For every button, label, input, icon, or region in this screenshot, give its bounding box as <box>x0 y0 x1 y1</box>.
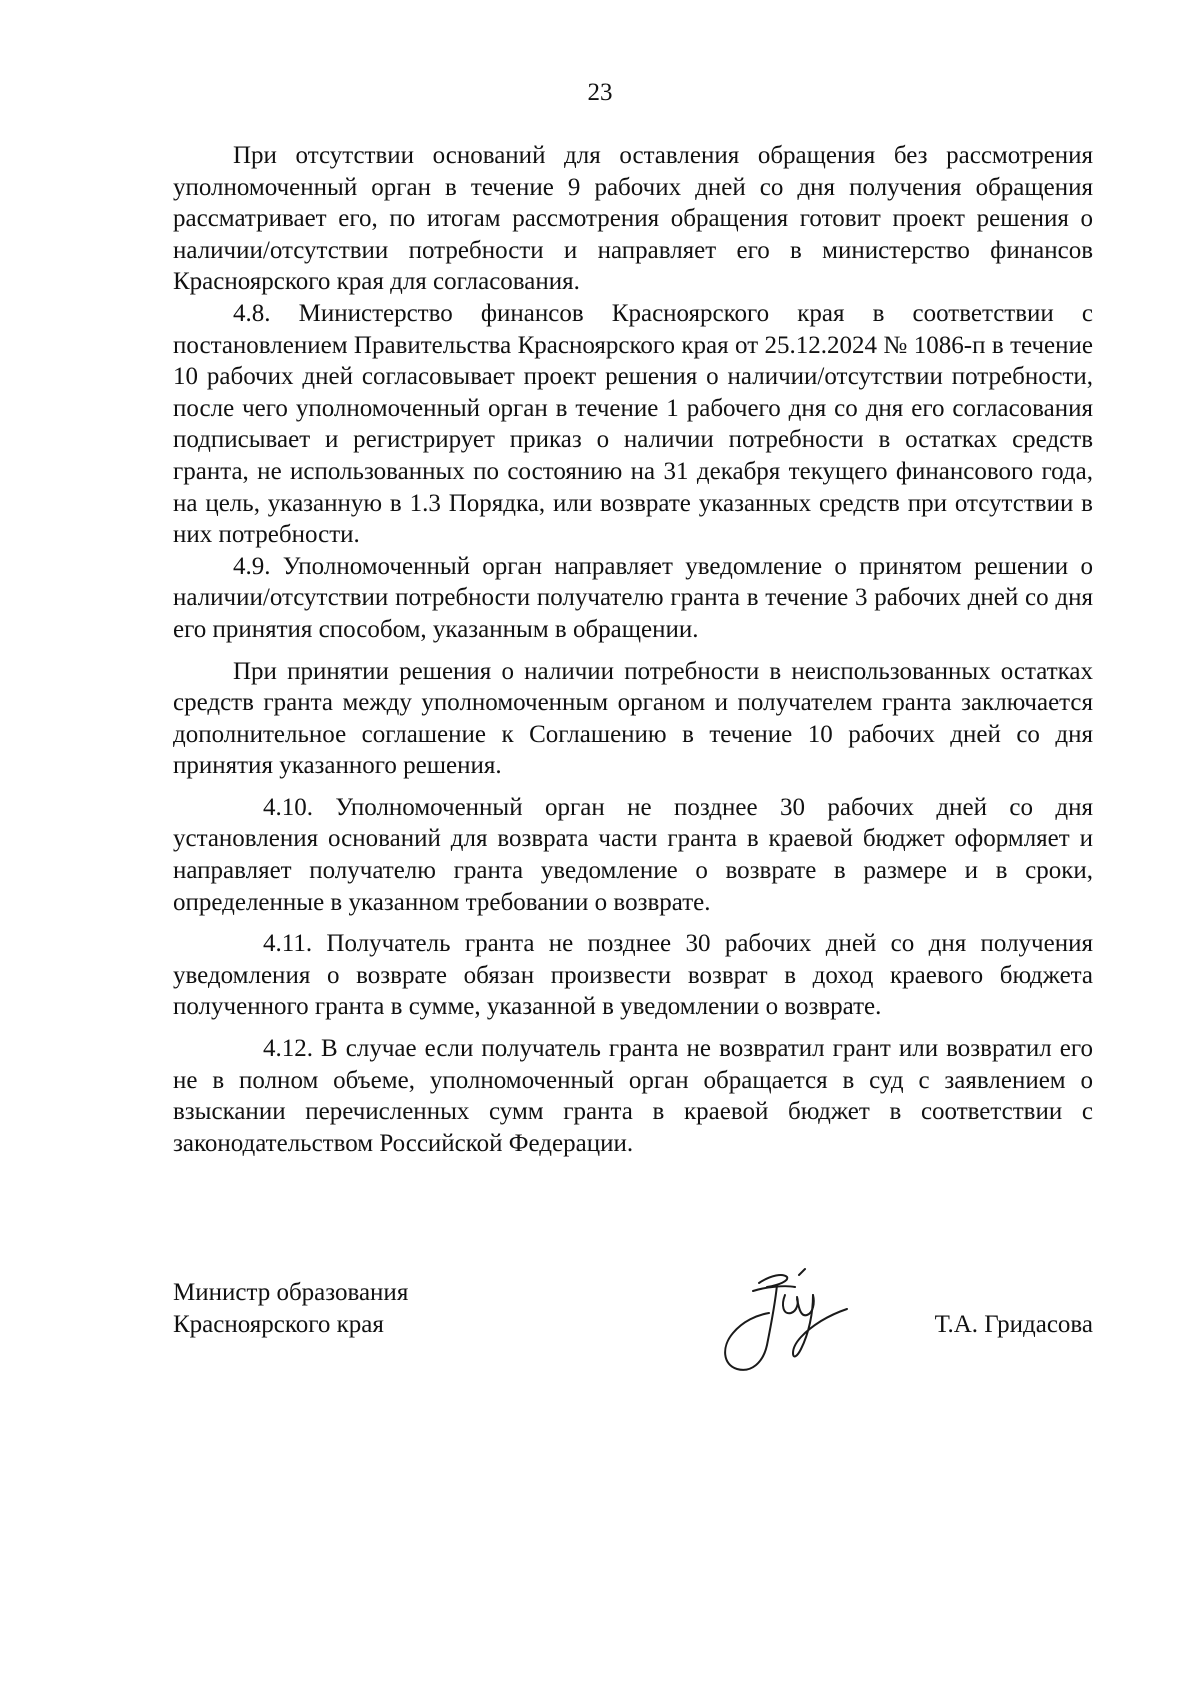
signer-position <box>173 1277 408 1341</box>
paragraph-4-12: 4.12. В случае если получатель гранта не возвратил грант или возвратил его не в полном объеме, уполномоченный орган обращается в суд с заявлением о взыскании перечисленных сумм гранта в краевой бюджет в соответствии с законодательством Российской Федерации. <box>173 1035 1093 1157</box>
signature-block <box>173 1277 1093 1417</box>
paragraph-additional-agreement: При принятии решения о наличии потребности в неиспользованных остатках средств гранта между уполномоченным органом и получателем гранта заключается дополнительное соглашение к Соглашению в течение 10 рабочих дней со дня принятия указанного решения. <box>173 657 1093 780</box>
signer-position-line-2: Красноярского края <box>173 1311 384 1338</box>
paragraph-4-11: 4.11. Получатель гранта не позднее 30 рабочих дней со дня получения уведомления о возврате обязан произвести возврат в доход краевого бюджета полученного гранта в сумме, указанной в уведомлении о возврате. <box>173 930 1093 1021</box>
document-body <box>173 140 1093 1159</box>
signer-name: Т.А. Гридасова <box>934 1311 1093 1338</box>
paragraph-4-8: 4.8. Министерство финансов Красноярского края в соответствии с постановлением Правительства Красноярского края от 25.12.2024 № 1086-п в течение 10 рабочих дней согласовывает проект решения о наличии/отсутствии потребности, после чего уполномоченный орган в течение 1 рабочего дня со дня его согласования подписывает и регистрирует приказ о наличии потребности в остатках средств гранта, не использованных по состоянию на 31 декабря текущего финансового года, на цель, указанную в 1.3 Порядка, или возврате указанных средств при отсутствии в них потребности. <box>173 299 1093 549</box>
handwritten-signature-icon <box>701 1265 851 1385</box>
signer-position-line-1: Министр образования <box>173 1279 409 1306</box>
paragraph-4-9: 4.9. Уполномоченный орган направляет уведомление о принятом решении о наличии/отсутствии потребности получателю гранта в течение 3 рабочих дней со дня его принятия способом, указанным в обращении. <box>173 552 1093 643</box>
paragraph-review-procedure: При отсутствии оснований для оставления обращения без рассмотрения уполномоченный орган в течение 9 рабочих дней со дня получения обращения рассматривает его, по итогам рассмотрения обращения готовит проект решения о наличии/отсутствии потребности и направляет его в министерство финансов Красноярского края для согласования. <box>173 142 1093 296</box>
paragraph-4-10: 4.10. Уполномоченный орган не позднее 30 рабочих дней со дня установления оснований для возврата части гранта в краевой бюджет оформляет и направляет получателю гранта уведомление о возврате в размере и в сроки, определенные в указанном требовании о возврате. <box>173 793 1093 916</box>
page-number: 23 <box>587 79 613 106</box>
